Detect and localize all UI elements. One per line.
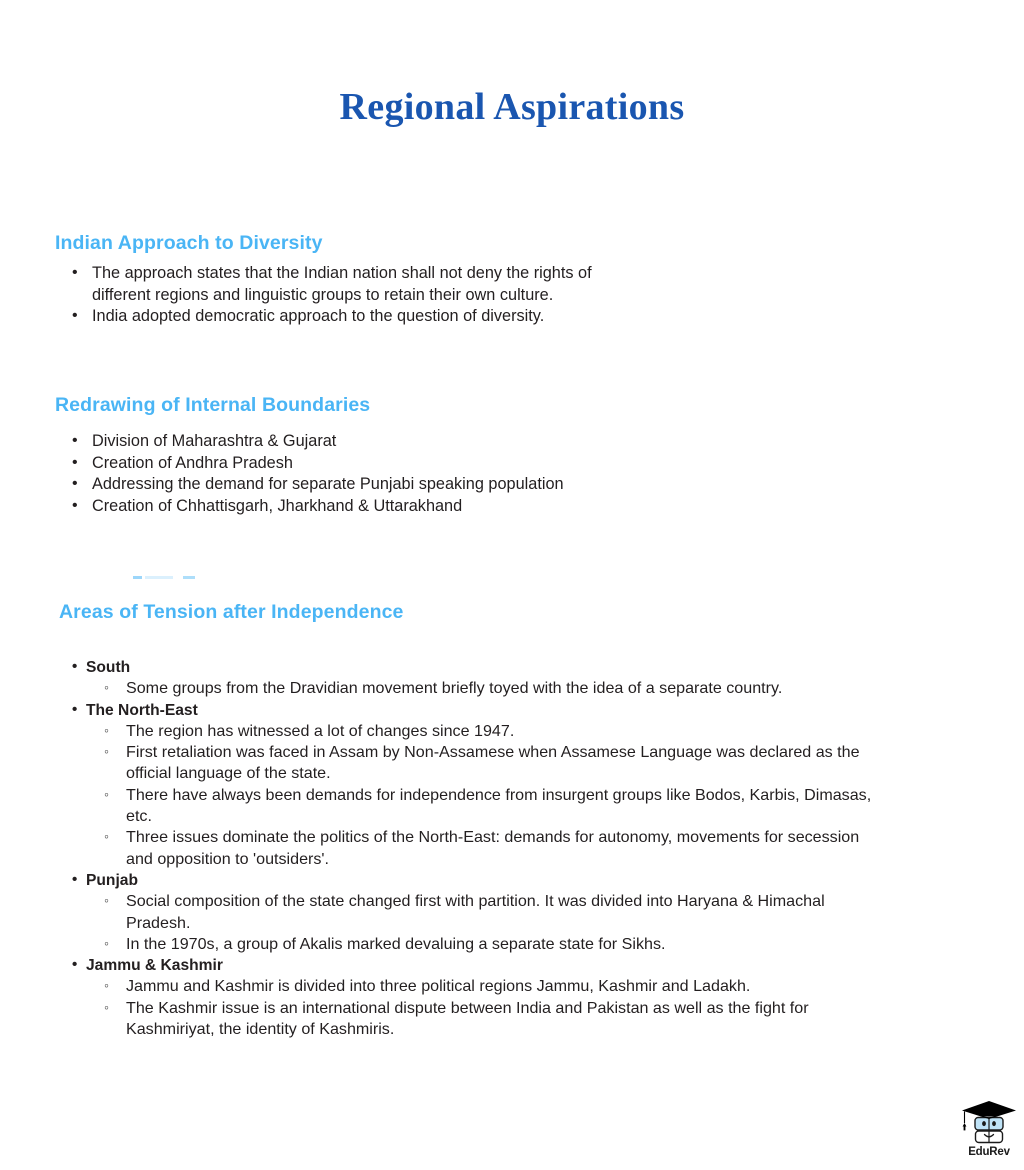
section-heading-redrawing-of-internal-boundaries: Redrawing of Internal Boundaries bbox=[55, 394, 371, 417]
outline-sublist bbox=[86, 721, 884, 870]
list-item: • India adopted democratic approach to the question of diversity. bbox=[72, 306, 632, 328]
outline-sublist bbox=[86, 976, 884, 1040]
outline-sub-item: ◦ The region has witnessed a lot of changes since 1947. bbox=[100, 721, 884, 742]
outline-sub-item: ◦ There have always been demands for independence from insurgent groups like Bodos, Karbis, Dimasas, etc. bbox=[100, 785, 884, 828]
outline-group-south bbox=[72, 657, 884, 700]
render-artifact-mark bbox=[133, 576, 195, 579]
edurev-logo bbox=[957, 1098, 1021, 1164]
outline-list-areas-of-tension bbox=[72, 657, 884, 1040]
outline-sub-item: ◦ Some groups from the Dravidian movement briefly toyed with the idea of a separate country. bbox=[100, 678, 884, 699]
bullet-list-boundaries bbox=[72, 431, 692, 517]
list-item: • Addressing the demand for separate Punjabi speaking population bbox=[72, 474, 692, 496]
edurev-wordmark: EduRev bbox=[968, 1146, 1010, 1158]
outline-group-jammu-and-kashmir bbox=[72, 955, 884, 1040]
outline-group-label: Jammu & Kashmir bbox=[86, 957, 223, 975]
edurev-mascot-icon bbox=[957, 1098, 1021, 1148]
outline-sub-item: ◦ Social composition of the state changed first with partition. It was divided into Haryana & Himachal Pradesh. bbox=[100, 891, 884, 934]
outline-sub-item: ◦ In the 1970s, a group of Akalis marked devaluing a separate state for Sikhs. bbox=[100, 934, 884, 955]
outline-group-punjab bbox=[72, 870, 884, 955]
section-heading-indian-approach-to-diversity: Indian Approach to Diversity bbox=[55, 232, 323, 255]
list-item: • The approach states that the Indian nation shall not deny the rights of different regions and linguistic groups to retain their own culture. bbox=[72, 263, 632, 306]
outline-sub-item: ◦ The Kashmir issue is an international dispute between India and Pakistan as well as the fight for Kashmiriyat, the identity of Kashmiris. bbox=[100, 998, 884, 1041]
outline-sublist bbox=[86, 678, 884, 699]
outline-sub-item: ◦ First retaliation was faced in Assam by Non-Assamese when Assamese Language was declared as the official language of the state. bbox=[100, 742, 884, 785]
bullet-list-diversity bbox=[72, 263, 632, 328]
page-title: Regional Aspirations bbox=[339, 86, 685, 129]
outline-sub-item: ◦ Jammu and Kashmir is divided into three political regions Jammu, Kashmir and Ladakh. bbox=[100, 976, 884, 997]
list-item: • Division of Maharashtra & Gujarat bbox=[72, 431, 692, 453]
list-item: • Creation of Andhra Pradesh bbox=[72, 453, 692, 475]
outline-sub-item: ◦ Three issues dominate the politics of the North-East: demands for autonomy, movements for secession and opposition to 'outsiders'. bbox=[100, 827, 884, 870]
outline-group-the-north-east bbox=[72, 700, 884, 870]
outline-group-label: The North-East bbox=[86, 701, 198, 719]
outline-group-label: South bbox=[86, 659, 131, 676]
section-heading-areas-of-tension-after-independence: Areas of Tension after Independence bbox=[59, 601, 404, 624]
list-item: • Creation of Chhattisgarh, Jharkhand & Uttarakhand bbox=[72, 496, 692, 518]
outline-group-label: Punjab bbox=[86, 871, 138, 889]
outline-sublist bbox=[86, 891, 884, 955]
